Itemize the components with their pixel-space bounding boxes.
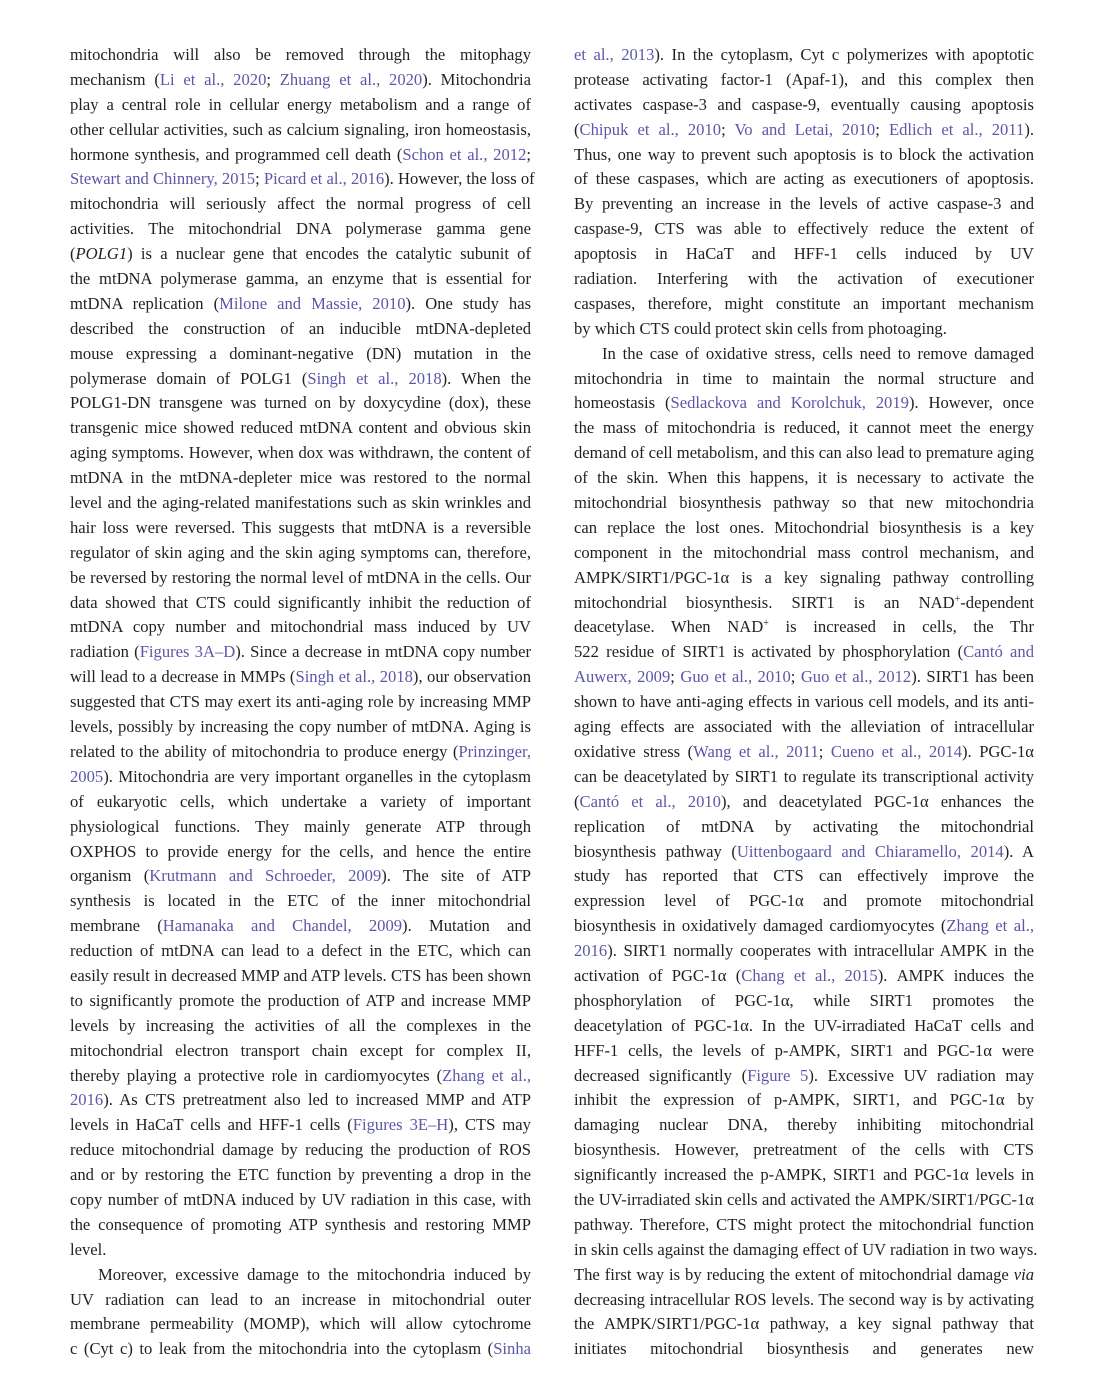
citation-link[interactable]: Hamanaka and Chandel, 2009: [162, 916, 403, 936]
text-line: the UV-irradiated skin cells and activated the AMPK/SIRT1/PGC-1α: [574, 1189, 1034, 1209]
text-line: homeostasis (Sedlackova and Korolchuk, 2019). However, once: [574, 393, 1034, 413]
citation-link[interactable]: Singh et al., 2018: [307, 368, 442, 388]
citation-link[interactable]: 2016: [574, 941, 608, 961]
text-line: the mass of mitochondria is reduced, it cannot meet the energy: [574, 418, 1034, 438]
text-line: mechanism (Li et al., 2020; Zhuang et al., 2020). Mitochondria: [70, 69, 531, 89]
citation-link[interactable]: Stewart and Chinnery, 2015: [70, 169, 256, 189]
citation-link[interactable]: 2016: [70, 1090, 104, 1110]
text-line: described the construction of an inducible mtDNA-depleted: [70, 318, 531, 338]
text-line: phosphorylation of PGC-1α, while SIRT1 promotes the: [574, 990, 1034, 1010]
text-line: deacetylase. When NAD+ is increased in cells, the Thr: [574, 617, 1035, 637]
citation-link[interactable]: 2005: [70, 766, 104, 786]
italic-text: POLG1: [75, 244, 128, 264]
citation-link[interactable]: et al., 2013: [574, 45, 655, 64]
text-line: of the skin. When this happens, it is necessary to activate the: [574, 468, 1034, 488]
text-line: activates caspase-3 and caspase-9, eventually causing apoptosis: [574, 94, 1034, 114]
text-line: By preventing an increase in the levels of active caspase-3 and: [574, 194, 1034, 214]
text-line: decreased significantly (Figure 5). Excessive UV radiation may: [574, 1065, 1034, 1085]
citation-link[interactable]: Schon et al., 2012: [402, 144, 527, 164]
text-line: deacetylation of PGC-1α. In the UV-irradiated HaCaT cells and: [574, 1015, 1034, 1035]
text-line: (Chipuk et al., 2010; Vo and Letai, 2010; Edlich et al., 2011).: [574, 119, 1034, 139]
text-line: reduction of mtDNA can lead to a defect in the ETC, which can: [70, 941, 531, 961]
text-line: replication of mtDNA by activating the mitochondrial: [574, 816, 1034, 836]
text-line: mtDNA replication (Milone and Massie, 2010). One study has: [70, 293, 532, 313]
text-line: copy number of mtDNA induced by UV radiation in this case, with: [70, 1189, 531, 1209]
text-line: significantly increased the p-AMPK, SIRT1 and PGC-1α levels in: [574, 1165, 1034, 1185]
text-line: caspase-9, CTS was able to effectively reduce the extent of: [574, 219, 1034, 239]
text-line: physiological functions. They mainly generate ATP through: [70, 816, 531, 836]
citation-link[interactable]: Cantó and: [963, 642, 1034, 662]
text-line: decreasing intracellular ROS levels. The second way is by activating: [574, 1289, 1034, 1309]
citation-link[interactable]: Chipuk et al., 2010: [579, 119, 722, 139]
text-line: level.: [70, 1239, 107, 1259]
text-line: 2016). As CTS pretreatment also led to increased MMP and ATP: [70, 1090, 531, 1110]
text-line: mitochondria will seriously affect the normal progress of cell: [70, 194, 531, 214]
text-line: will lead to a decrease in MMPs (Singh et al., 2018), our observation: [70, 667, 531, 687]
text-line: study has reported that CTS can effectively improve the: [574, 866, 1034, 886]
text-line: by which CTS could protect skin cells from photoaging.: [574, 318, 947, 338]
text-line: POLG1-DN transgene was turned on by doxycydine (dox), these: [70, 393, 531, 413]
text-line: initiates mitochondrial biosynthesis and generates new: [574, 1339, 1034, 1359]
text-line: the mtDNA polymerase gamma, an enzyme that is essential for: [70, 269, 531, 289]
text-line: oxidative stress (Wang et al., 2011; Cueno et al., 2014). PGC-1α: [574, 741, 1034, 761]
text-line: activation of PGC-1α (Chang et al., 2015). AMPK induces the: [574, 965, 1034, 985]
text-line: aging effects are associated with the alleviation of intracellular: [574, 717, 1034, 737]
text-line: mitochondrial electron transport chain except for complex II,: [70, 1040, 531, 1060]
italic-text: via: [1013, 1264, 1034, 1284]
citation-link[interactable]: Wang et al., 2011: [693, 741, 819, 761]
superscript: +: [763, 618, 769, 630]
text-line: 2016). SIRT1 normally cooperates with intracellular AMPK in the: [574, 941, 1034, 961]
citation-link[interactable]: Li et al., 2020: [159, 69, 267, 89]
text-line: the AMPK/SIRT1/PGC-1α pathway, a key signal pathway that: [574, 1314, 1034, 1334]
text-line: transgenic mice showed reduced mtDNA content and obvious skin: [70, 418, 531, 438]
citation-link[interactable]: Guo et al., 2010: [680, 667, 791, 687]
text-line: of eukaryotic cells, which undertake a variety of important: [70, 791, 531, 811]
text-line: OXPHOS to provide energy for the cells, and hence the entire: [70, 841, 531, 861]
text-line: biosynthesis in oxidatively damaged cardiomyocytes (Zhang et al.,: [574, 916, 1034, 936]
citation-link[interactable]: Milone and Massie, 2010: [219, 293, 406, 313]
text-line: levels in HaCaT cells and HFF-1 cells (Figures 3E–H), CTS may: [70, 1115, 531, 1135]
text-line: data showed that CTS could significantly inhibit the reduction of: [70, 592, 531, 612]
citation-link[interactable]: Uittenbogaard and Chiaramello, 2014: [736, 841, 1004, 861]
citation-link[interactable]: Picard et al., 2016: [263, 169, 385, 189]
text-line: thereby playing a protective role in cardiomyocytes (Zhang et al.,: [70, 1065, 531, 1085]
text-line: pathway. Therefore, CTS might protect the mitochondrial function: [574, 1214, 1034, 1234]
text-line: protease activating factor-1 (Apaf-1), and this complex then: [574, 69, 1034, 89]
text-line: in skin cells against the damaging effect of UV radiation in two ways.: [574, 1239, 1038, 1259]
text-line: c (Cyt c) to leak from the mitochondria into the cytoplasm (Sinha: [70, 1339, 531, 1359]
text-line: et al., 2013). In the cytoplasm, Cyt c polymerizes with apoptotic: [574, 45, 1035, 64]
text-line: levels by increasing the activities of all the complexes in the: [70, 1015, 531, 1035]
text-line: demand of cell metabolism, and this can also lead to premature aging: [574, 443, 1034, 463]
text-line: activities. The mitochondrial DNA polymerase gamma gene: [70, 219, 531, 239]
citation-link[interactable]: Auwerx, 2009: [574, 667, 671, 687]
text-line: hormone synthesis, and programmed cell death (Schon et al., 2012;: [70, 144, 531, 164]
citation-link[interactable]: Sedlackova and Korolchuk, 2019: [670, 393, 909, 413]
text-line: inhibit the expression of p-AMPK, SIRT1, and PGC-1α by: [574, 1090, 1034, 1110]
citation-link[interactable]: Vo and Letai, 2010: [734, 119, 876, 139]
text-line: Auwerx, 2009; Guo et al., 2010; Guo et al., 2012). SIRT1 has been: [574, 667, 1035, 687]
text-line: Stewart and Chinnery, 2015; Picard et al., 2016). However, the loss of: [70, 169, 535, 189]
text-line: caspases, therefore, might constitute an important mechanism: [574, 293, 1034, 313]
text-line: can replace the lost ones. Mitochondrial biosynthesis is a key: [574, 517, 1034, 537]
text-line: mitochondria will also be removed through the mitophagy: [70, 45, 531, 64]
text-line: mitochondrial biosynthesis. SIRT1 is an NAD+-dependent: [574, 592, 1034, 612]
citation-link[interactable]: Zhuang et al., 2020: [279, 69, 423, 89]
text-line: mouse expressing a dominant-negative (DN) mutation in the: [70, 343, 531, 363]
citation-link[interactable]: Guo et al., 2012: [800, 667, 912, 687]
text-line: Thus, one way to prevent such apoptosis is to block the activation: [574, 144, 1034, 164]
text-line: can be deacetylated by SIRT1 to regulate its transcriptional activity: [574, 766, 1034, 786]
citation-link[interactable]: Krutmann and Schroeder, 2009: [149, 866, 382, 886]
text-line: mitochondria in time to maintain the normal structure and: [574, 368, 1034, 388]
text-line: HFF-1 cells, the levels of p-AMPK, SIRT1 and PGC-1α were: [574, 1040, 1034, 1060]
text-line: levels, possibly by increasing the copy number of mtDNA. Aging is: [70, 717, 531, 737]
text-line: the consequence of promoting ATP synthesis and restoring MMP: [70, 1214, 531, 1234]
text-line: expression level of PGC-1α and promote mitochondrial: [574, 891, 1034, 911]
text-line: membrane permeability (MOMP), which will allow cytochrome: [70, 1314, 531, 1334]
text-line: 2005). Mitochondria are very important organelles in the cytoplasm: [70, 766, 531, 786]
text-line: regulator of skin aging and the skin aging symptoms can, therefore,: [70, 542, 531, 562]
text-line: (POLG1) is a nuclear gene that encodes the catalytic subunit of: [70, 244, 531, 264]
text-line: In the case of oxidative stress, cells need to remove damaged: [602, 343, 1034, 363]
citation-link[interactable]: Cantó et al., 2010: [579, 791, 721, 811]
citation-link[interactable]: Edlich et al., 2011: [888, 119, 1025, 139]
citation-link[interactable]: Singh et al., 2018: [295, 667, 413, 687]
citation-link[interactable]: Zhang et al.,: [946, 916, 1034, 936]
text-line: hair loss were reversed. This suggests that mtDNA is a reversible: [70, 517, 531, 537]
text-line: and or by restoring the ETC function by preventing a drop in the: [70, 1165, 531, 1185]
text-line: The first way is by reducing the extent of mitochondrial damage via: [574, 1264, 1034, 1284]
citation-link[interactable]: Figures 3A–D: [139, 642, 236, 662]
citation-link[interactable]: Cueno et al., 2014: [830, 741, 963, 761]
text-line: other cellular activities, such as calcium signaling, iron homeostasis,: [70, 119, 531, 139]
text-line: mtDNA in the mtDNA-depleter mice was restored to the normal: [70, 468, 531, 488]
text-line: suggested that CTS may exert its anti-aging role by increasing MMP: [70, 692, 531, 712]
text-line: polymerase domain of POLG1 (Singh et al., 2018). When the: [70, 368, 531, 388]
citation-link[interactable]: Prinzinger,: [458, 741, 531, 761]
text-line: membrane (Hamanaka and Chandel, 2009). Mutation and: [70, 916, 531, 936]
citation-link[interactable]: Sinha: [493, 1339, 531, 1359]
text-line: reduce mitochondrial damage by reducing the production of ROS: [70, 1140, 531, 1160]
text-line: to significantly promote the production of ATP and increase MMP: [70, 990, 531, 1010]
text-line: be reversed by restoring the normal level of mtDNA in the cells. Our: [70, 567, 531, 587]
text-line: UV radiation can lead to an increase in mitochondrial outer: [70, 1289, 531, 1309]
text-line: level and the aging-related manifestations such as skin wrinkles and: [70, 493, 531, 513]
text-line: component in the mitochondrial mass control mechanism, and: [574, 542, 1034, 562]
text-line: of these caspases, which are acting as executioners of apoptosis.: [574, 169, 1034, 189]
text-line: easily result in decreased MMP and ATP levels. CTS has been shown: [70, 965, 531, 985]
text-line: biosynthesis. However, pretreatment of the cells with CTS: [574, 1140, 1034, 1160]
text-line: apoptosis in HaCaT and HFF-1 cells induced by UV: [574, 244, 1034, 264]
text-line: Moreover, excessive damage to the mitochondria induced by: [98, 1264, 531, 1284]
superscript: +: [954, 593, 961, 605]
text-line: shown to have anti-aging effects in various cell models, and its anti-: [574, 692, 1034, 712]
text-line: biosynthesis pathway (Uittenbogaard and Chiaramello, 2014). A: [574, 841, 1035, 861]
text-line: aging symptoms. However, when dox was withdrawn, the content of: [70, 443, 531, 463]
text-line: mtDNA copy number and mitochondrial mass induced by UV: [70, 617, 531, 637]
text-line: related to the ability of mitochondria to produce energy (Prinzinger,: [70, 741, 531, 761]
left-text-column: [70, 43, 535, 1362]
citation-link[interactable]: Figures 3E–H: [352, 1115, 449, 1135]
text-line: 522 residue of SIRT1 is activated by phosphorylation (Cantó and: [574, 642, 1034, 662]
text-line: AMPK/SIRT1/PGC-1α is a key signaling pathway controlling: [574, 567, 1034, 587]
text-line: mitochondrial biosynthesis pathway so that new mitochondria: [574, 493, 1034, 513]
citation-link[interactable]: Figure 5: [747, 1065, 809, 1085]
text-line: synthesis is located in the ETC of the inner mitochondrial: [70, 891, 531, 911]
citation-link[interactable]: Chang et al., 2015: [741, 965, 878, 985]
text-line: (Cantó et al., 2010), and deacetylated PGC-1α enhances the: [574, 791, 1034, 811]
text-line: radiation (Figures 3A–D). Since a decrease in mtDNA copy number: [70, 642, 531, 662]
text-line: organism (Krutmann and Schroeder, 2009). The site of ATP: [70, 866, 531, 886]
right-text-column: [574, 43, 1038, 1362]
text-line: damaging nuclear DNA, thereby inhibiting mitochondrial: [574, 1115, 1034, 1135]
citation-link[interactable]: Zhang et al.,: [442, 1065, 531, 1085]
text-line: radiation. Interfering with the activation of executioner: [574, 269, 1034, 289]
text-line: play a central role in cellular energy metabolism and a range of: [70, 94, 531, 114]
